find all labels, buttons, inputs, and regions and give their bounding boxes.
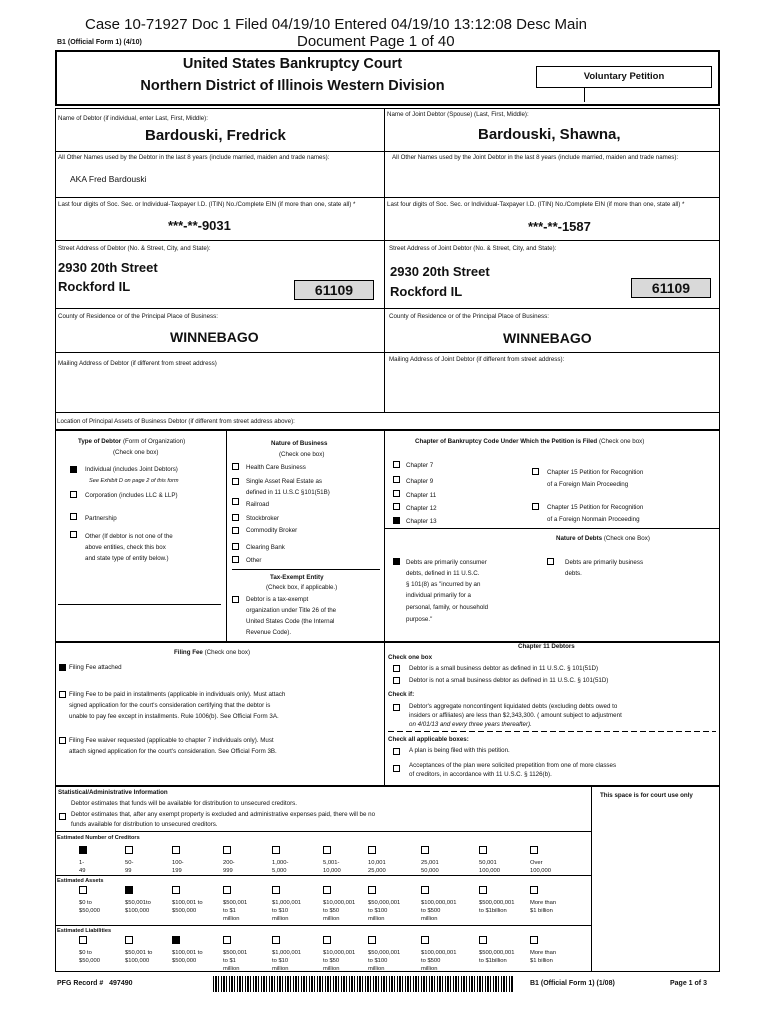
filing-fee-title: Filing Fee (Check one box): [174, 649, 251, 656]
creditors-label: 200-: [223, 860, 235, 866]
assets-option: [223, 886, 269, 923]
no-funds-line1: Debtor estimates that, after any exempt property is excluded and administrative expenses paid, there will be no: [71, 811, 376, 818]
chapter15-nonmain-line2: of a Foreign Nonmain Proceeding: [547, 516, 640, 523]
creditors-label: 999: [223, 868, 233, 874]
debtor-ssn: ***-**-9031: [168, 218, 231, 233]
other-entity-line2: above entities, check this box: [85, 544, 166, 551]
individual-label: Individual (includes Joint Debtors): [85, 466, 178, 473]
chapter15-main-checkbox[interactable]: [532, 468, 539, 475]
joint-name-label: Name of Joint Debtor (Spouse) (Last, First, Middle):: [387, 111, 529, 118]
other-entity-line3: and state type of entity below.): [85, 555, 169, 562]
single-asset-checkbox[interactable]: [232, 478, 239, 485]
chapter15-main-line1: Chapter 15 Petition for Recognition: [547, 469, 644, 476]
plan-filed-label: A plan is being filed with this petition.: [409, 747, 510, 754]
aggregate-line2: insiders or affiliates) are less than $2,343,300. ( amount subject to adjustment: [409, 712, 622, 719]
chapter7-checkbox[interactable]: [393, 461, 400, 468]
aggregate-line1: Debtor's aggregate noncontingent liquidated debts (excluding debts owed to: [409, 703, 618, 710]
creditors-checkbox[interactable]: [79, 846, 87, 854]
ch11-check-if: Check if:: [388, 691, 415, 698]
joint-name: Bardouski, Shawna,: [478, 126, 621, 143]
assets-label: $0 to: [79, 900, 92, 906]
creditors-label: 50,000: [421, 868, 439, 874]
assets-checkbox[interactable]: [479, 886, 487, 894]
partnership-checkbox[interactable]: [70, 513, 77, 520]
court-name: United States Bankruptcy Court: [182, 56, 403, 72]
barcode: [213, 976, 513, 992]
chapter11-checkbox[interactable]: [393, 490, 400, 497]
assets-label: $100,001 to: [172, 900, 203, 906]
assets-label: million: [323, 916, 340, 922]
assets-checkbox[interactable]: [530, 886, 538, 894]
liabilities-label: to $50: [323, 958, 340, 964]
assets-label: $500,000,001: [479, 900, 515, 906]
commodity-checkbox[interactable]: [232, 527, 239, 534]
assets-label: to $50: [323, 908, 340, 914]
ch11-title: Chapter 11 Debtors: [518, 643, 575, 650]
pfg-record: PFG Record # 497490: [57, 980, 133, 987]
assets-option: [368, 886, 414, 923]
assets-option: [421, 886, 467, 923]
assets-label: More than: [530, 900, 557, 906]
single-asset-def: defined in 11 U.S.C §101(51B): [246, 489, 330, 496]
consumer-debts-line2: debts, defined in 11 U.S.C.: [406, 570, 480, 577]
liabilities-option: [323, 936, 369, 973]
assets-option: [125, 886, 171, 915]
debtor-other-names: AKA Fred Bardouski: [70, 174, 147, 184]
debtor-name: Bardouski, Fredrick: [145, 127, 286, 144]
liabilities-label: $50,000,001: [368, 950, 401, 956]
clearing-bank-checkbox[interactable]: [232, 543, 239, 550]
footer-form: B1 (Official Form 1) (1/08): [530, 980, 615, 987]
assets-label: to $500: [421, 908, 441, 914]
liabilities-label: to $10: [272, 958, 289, 964]
liabilities-label: $1,000,001: [272, 950, 302, 956]
creditors-checkbox[interactable]: [421, 846, 429, 854]
liabilities-label: million: [323, 966, 340, 972]
creditors-option: [79, 846, 125, 875]
court-use-label: This space is for court use only: [600, 792, 693, 799]
single-asset-label: Single Asset Real Estate as: [246, 478, 323, 485]
debtor-ssn-label: Last four digits of Soc. Sec. or Individual-Taxpayer I.D. (ITIN) No./Complete EIN (if more than one, state all) *: [58, 201, 356, 208]
fee-installments-line3: unable to pay fee except in installments. Rule 1006(b). See Official Form 3A.: [69, 713, 279, 720]
tax-exempt-check: (Check box, if applicable.): [266, 584, 338, 591]
chapter11-label: Chapter 11: [406, 492, 437, 499]
liabilities-option: [368, 936, 414, 973]
other-entity-line1: Other (If debtor is not one of the: [85, 533, 173, 540]
creditors-option: [272, 846, 318, 875]
liabilities-checkbox[interactable]: [530, 936, 538, 944]
creditors-label: 25,000: [368, 868, 386, 874]
liabilities-checkbox[interactable]: [125, 936, 133, 944]
health-care-label: Health Care Business: [246, 464, 306, 471]
creditors-label: 100-: [172, 860, 184, 866]
creditors-checkbox[interactable]: [323, 846, 331, 854]
consumer-debts-line1: Debts are primarily consumer: [406, 559, 487, 566]
liabilities-checkbox[interactable]: [172, 936, 180, 944]
nature-business-check: (Check one box): [279, 451, 325, 458]
chapter12-label: Chapter 12: [406, 505, 437, 512]
debtor-city: Rockford IL: [58, 279, 131, 294]
liabilities-option: [172, 936, 218, 965]
creditors-label: 50-: [125, 860, 134, 866]
other-business-checkbox[interactable]: [232, 556, 239, 563]
joint-county-label: County of Residence or of the Principal Place of Business:: [389, 313, 549, 320]
chapter9-checkbox[interactable]: [393, 476, 400, 483]
liabilities-option: [79, 936, 125, 965]
assets-label: million: [223, 916, 240, 922]
assets-checkbox[interactable]: [323, 886, 331, 894]
creditors-option: [368, 846, 414, 875]
assets-option: [172, 886, 218, 915]
creditors-label: 5,001-: [323, 860, 340, 866]
fee-waiver-line1: Filing Fee waiver requested (applicable to chapter 7 individuals only). Must: [69, 737, 274, 744]
plan-filed-checkbox[interactable]: [393, 748, 400, 755]
assets-title: Estimated Assets: [57, 878, 104, 884]
liabilities-option: [272, 936, 318, 973]
small-business-label: Debtor is a small business debtor as defined in 11 U.S.C. § 101(51D): [409, 665, 599, 672]
creditors-title: Estimated Number of Creditors: [57, 835, 140, 841]
debtor-name-label: Name of Debtor (if individual, enter Last, First, Middle):: [58, 115, 208, 122]
joint-street: 2930 20th Street: [390, 264, 490, 279]
assets-option: [530, 886, 576, 915]
joint-county: WINNEBAGO: [503, 330, 592, 346]
creditors-label: 5,000: [272, 868, 287, 874]
liabilities-option: [530, 936, 576, 965]
railroad-label: Railroad: [246, 501, 270, 508]
creditors-checkbox[interactable]: [223, 846, 231, 854]
assets-label: $100,000: [125, 908, 150, 914]
assets-checkbox[interactable]: [79, 886, 87, 894]
not-small-business-checkbox[interactable]: [393, 677, 400, 684]
creditors-label: 100,000: [530, 868, 551, 874]
railroad-checkbox[interactable]: [232, 498, 239, 505]
tax-exempt-line2: organization under Title 26 of the: [246, 607, 337, 614]
ch11-all-boxes: Check all applicable boxes:: [388, 736, 469, 743]
business-debts-line2: debts.: [565, 570, 582, 577]
liabilities-label: to $100: [368, 958, 388, 964]
tax-exempt-title: Tax-Exempt Entity: [270, 574, 324, 581]
liabilities-row: [79, 936, 579, 972]
liabilities-label: to $500: [421, 958, 441, 964]
creditors-option: [530, 846, 576, 875]
creditors-label: 100,000: [479, 868, 500, 874]
form-id: B1 (Official Form 1) (4/10): [57, 39, 142, 46]
nature-business-title: Nature of Business: [271, 440, 328, 447]
liabilities-label: $1 billion: [530, 958, 553, 964]
liabilities-option: [421, 936, 467, 973]
creditors-label: 1-: [79, 860, 85, 866]
debtor-county-label: County of Residence or of the Principal Place of Business:: [58, 313, 218, 320]
liabilities-checkbox[interactable]: [368, 936, 376, 944]
assets-checkbox[interactable]: [223, 886, 231, 894]
joint-ssn: ***-**-1587: [528, 219, 591, 234]
tax-exempt-line1: Debtor is a tax-exempt: [246, 596, 309, 603]
acceptances-line1: Acceptances of the plan were solicited prepetition from one of more classes: [409, 762, 617, 769]
ch11-check-one: Check one box: [388, 654, 433, 661]
not-small-business-label: Debtor is not a small business debtor as defined in 11 U.S.C. § 101(51D): [409, 677, 609, 684]
acceptances-line2: of creditors, in accordance with 11 U.S.C. § 1126(b).: [409, 771, 552, 778]
liabilities-label: $50,001 to: [125, 950, 153, 956]
liabilities-checkbox[interactable]: [79, 936, 87, 944]
joint-ssn-label: Last four digits of Soc. Sec. or Individual-Taxpayer I.D. (ITIN) No./Complete EIN (if more than one, state all) *: [387, 201, 685, 208]
creditors-label: 25,001: [421, 860, 439, 866]
document-page-header: Document Page 1 of 40: [297, 33, 455, 50]
assets-label: $1 billion: [530, 908, 553, 914]
chapter15-nonmain-checkbox[interactable]: [532, 503, 539, 510]
liabilities-label: $10,000,001: [323, 950, 356, 956]
assets-label: $1,000,001: [272, 900, 302, 906]
consumer-debts-line6: purpose.": [406, 616, 433, 623]
assets-option: [272, 886, 318, 923]
liabilities-label: $500,001: [223, 950, 248, 956]
liabilities-label: $50,000: [79, 958, 100, 964]
creditors-checkbox[interactable]: [368, 846, 376, 854]
small-business-checkbox[interactable]: [393, 665, 400, 672]
liabilities-title: Estimated Liabilities: [57, 928, 112, 934]
creditors-checkbox[interactable]: [172, 846, 180, 854]
assets-option: [479, 886, 525, 915]
chapter15-main-line2: of a Foreign Main Proceeding: [547, 481, 629, 488]
debtor-other-names-label: All Other Names used by the Debtor in the last 8 years (include married, maiden and trade names):: [58, 154, 330, 161]
liabilities-label: to $1billion: [479, 958, 507, 964]
chapter13-label: Chapter 13: [406, 518, 437, 525]
assets-option: [323, 886, 369, 923]
liabilities-option: [223, 936, 269, 973]
liabilities-checkbox[interactable]: [421, 936, 429, 944]
case-header: Case 10-71927 Doc 1 Filed 04/19/10 Entered 04/19/10 13:12:08 Desc Main: [85, 16, 588, 33]
fee-waiver-checkbox[interactable]: [59, 737, 66, 744]
assets-label: million: [272, 916, 289, 922]
type-debtor-title: Type of Debtor (Form of Organization): [78, 438, 186, 445]
liabilities-label: million: [272, 966, 289, 972]
type-debtor-check: (Check one box): [113, 449, 159, 456]
liabilities-checkbox[interactable]: [323, 936, 331, 944]
creditors-option: [125, 846, 171, 875]
liabilities-label: million: [421, 966, 438, 972]
creditors-label: 10,000: [323, 868, 341, 874]
consumer-debts-line5: personal, family, or household: [406, 604, 489, 611]
assets-checkbox[interactable]: [125, 886, 133, 894]
liabilities-label: $0 to: [79, 950, 92, 956]
liabilities-label: $500,000,001: [479, 950, 515, 956]
joint-mailing-label: Mailing Address of Joint Debtor (if different from street address):: [389, 356, 565, 363]
acceptances-checkbox[interactable]: [393, 765, 400, 772]
creditors-label: 49: [79, 868, 86, 874]
creditors-option: [421, 846, 467, 875]
assets-label: $500,000: [172, 908, 197, 914]
aggregate-debts-checkbox[interactable]: [393, 704, 400, 711]
assets-checkbox[interactable]: [421, 886, 429, 894]
fee-installments-checkbox[interactable]: [59, 691, 66, 698]
debtor-county: WINNEBAGO: [170, 329, 259, 345]
chapter12-checkbox[interactable]: [393, 503, 400, 510]
assets-checkbox[interactable]: [272, 886, 280, 894]
joint-address-label: Street Address of Joint Debtor (No. & Street, City, and State):: [389, 245, 557, 252]
assets-label: $10,000,001: [323, 900, 356, 906]
joint-other-names-label: All Other Names used by the Joint Debtor in the last 8 years (include married, maiden and trade names):: [392, 154, 679, 161]
assets-label: to $10: [272, 908, 289, 914]
consumer-debts-checkbox[interactable]: [393, 558, 400, 565]
liabilities-label: $100,000: [125, 958, 150, 964]
corporation-label: Corporation (includes LLC & LLP): [85, 492, 178, 499]
fee-waiver-line2: attach signed application for the court's consideration. See Official Form 3B.: [69, 748, 277, 755]
assets-row: [79, 886, 579, 922]
no-funds-line2: funds available for distribution to unsecured creditors.: [71, 821, 218, 828]
creditors-checkbox[interactable]: [479, 846, 487, 854]
creditors-option: [323, 846, 369, 875]
individual-note: See Exhibit D on page 2 of this form: [89, 478, 179, 484]
creditors-option: [479, 846, 525, 875]
liabilities-checkbox[interactable]: [223, 936, 231, 944]
fee-attached-label: Filing Fee attached: [69, 664, 122, 671]
chapter9-label: Chapter 9: [406, 478, 434, 485]
consumer-debts-line3: § 101(8) as "incurred by an: [406, 581, 481, 588]
chapter13-checkbox[interactable]: [393, 517, 400, 524]
creditors-label: 1,000-: [272, 860, 289, 866]
liabilities-label: $500,000: [172, 958, 197, 964]
assets-checkbox[interactable]: [172, 886, 180, 894]
liabilities-label: to $1: [223, 958, 236, 964]
assets-label: $100,000,001: [421, 900, 457, 906]
assets-label: $50,000: [79, 908, 100, 914]
creditors-label: 50,001: [479, 860, 497, 866]
creditors-label: 199: [172, 868, 182, 874]
location-assets-label: Location of Principal Assets of Business Debtor (if different from street address above):: [57, 418, 295, 425]
health-care-checkbox[interactable]: [232, 463, 239, 470]
court-district: Northern District of Illinois Western Division: [140, 78, 445, 94]
aggregate-line3: on 4/01/13 and every three years thereafter).: [409, 721, 532, 728]
corporation-checkbox[interactable]: [70, 491, 77, 498]
creditors-option: [223, 846, 269, 875]
tax-exempt-checkbox[interactable]: [232, 596, 239, 603]
partnership-label: Partnership: [85, 515, 117, 522]
creditors-checkbox[interactable]: [530, 846, 538, 854]
assets-label: $50,000,001: [368, 900, 401, 906]
creditors-label: 10,001: [368, 860, 386, 866]
creditors-checkbox[interactable]: [125, 846, 133, 854]
assets-checkbox[interactable]: [368, 886, 376, 894]
commodity-label: Commodity Broker: [246, 527, 298, 534]
other-business-label: Other: [246, 557, 262, 564]
other-entity-checkbox[interactable]: [70, 531, 77, 538]
liabilities-checkbox[interactable]: [272, 936, 280, 944]
joint-zip: 61109: [631, 278, 711, 298]
chapter7-label: Chapter 7: [406, 462, 434, 469]
debtor-mailing-label: Mailing Address of Debtor (if different from street address): [58, 360, 217, 367]
business-debts-line1: Debts are primarily business: [565, 559, 644, 566]
liabilities-option: [479, 936, 525, 965]
creditors-checkbox[interactable]: [272, 846, 280, 854]
creditors-row: [79, 846, 579, 874]
assets-label: $500,001: [223, 900, 248, 906]
debtor-zip: 61109: [294, 280, 374, 300]
assets-option: [79, 886, 125, 915]
voluntary-petition: Voluntary Petition: [583, 71, 665, 82]
fee-installments-line2: signed application for the court's consideration certifying that the debtor is: [69, 702, 271, 709]
liabilities-label: $100,000,001: [421, 950, 457, 956]
liabilities-checkbox[interactable]: [479, 936, 487, 944]
fee-installments-line1: Filing Fee to be paid in installments (applicable in individuals only). Must attach: [69, 691, 286, 698]
clearing-bank-label: Clearing Bank: [246, 544, 285, 551]
creditors-option: [172, 846, 218, 875]
liabilities-option: [125, 936, 171, 965]
no-funds-checkbox[interactable]: [59, 813, 66, 820]
liabilities-label: million: [223, 966, 240, 972]
tax-exempt-line4: Revenue Code).: [246, 629, 292, 636]
nature-debts-title: Nature of Debts (Check one Box): [556, 535, 650, 542]
assets-label: $50,001to: [125, 900, 151, 906]
debtor-address-label: Street Address of Debtor (No. & Street, City, and State):: [58, 245, 211, 252]
business-debts-checkbox[interactable]: [547, 558, 554, 565]
footer-page: Page 1 of 3: [670, 980, 707, 987]
funds-available-label: Debtor estimates that funds will be available for distribution to unsecured creditors.: [71, 800, 297, 807]
chapter15-nonmain-line1: Chapter 15 Petition for Recognition: [547, 504, 644, 511]
liabilities-label: million: [368, 966, 385, 972]
liabilities-label: $100,001 to: [172, 950, 203, 956]
stats-title: Statistical/Administrative Information: [58, 789, 168, 796]
individual-checkbox[interactable]: [70, 466, 77, 473]
tax-exempt-line3: United States Code (the Internal: [246, 618, 335, 625]
consumer-debts-line4: individual primarily for a: [406, 592, 471, 599]
assets-label: to $100: [368, 908, 388, 914]
assets-label: to $1: [223, 908, 236, 914]
stockbroker-checkbox[interactable]: [232, 514, 239, 521]
creditors-label: Over: [530, 860, 543, 866]
debtor-street: 2930 20th Street: [58, 260, 158, 275]
assets-label: million: [421, 916, 438, 922]
fee-attached-checkbox[interactable]: [59, 664, 66, 671]
liabilities-label: More than: [530, 950, 557, 956]
stockbroker-label: Stockbroker: [246, 515, 280, 522]
assets-label: to $1billion: [479, 908, 507, 914]
creditors-label: 99: [125, 868, 132, 874]
assets-label: million: [368, 916, 385, 922]
joint-city: Rockford IL: [390, 284, 463, 299]
chapter-title: Chapter of Bankruptcy Code Under Which the Petition is Filed (Check one box): [415, 438, 645, 445]
